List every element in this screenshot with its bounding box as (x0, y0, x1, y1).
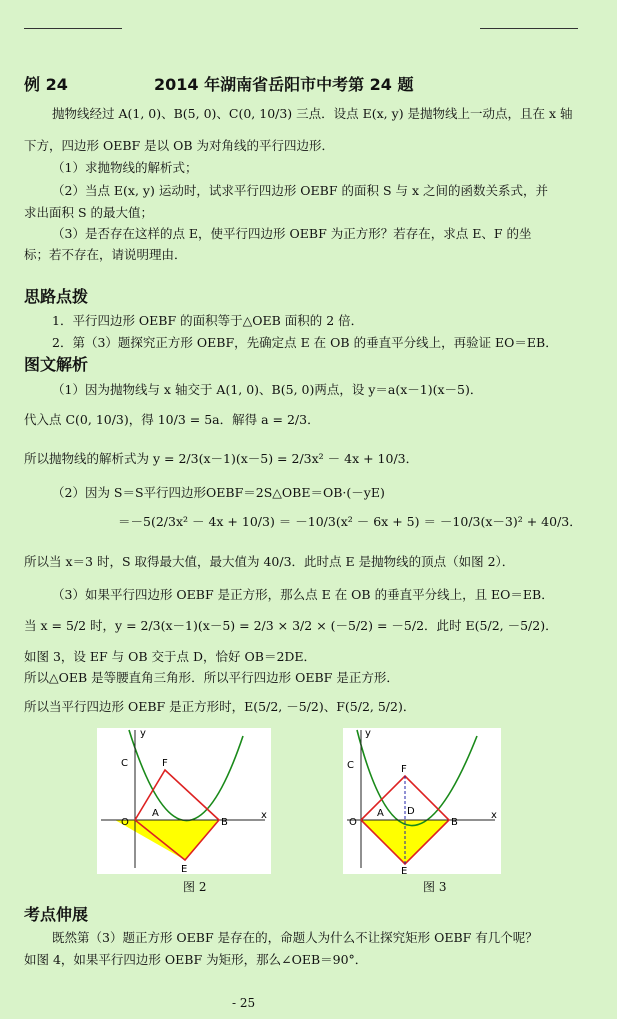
hint-1: 1．平行四边形 OEBF 的面积等于△OEB 面积的 2 倍． (52, 313, 364, 328)
figure-3-caption: 图 3 (423, 880, 447, 894)
problem-line-2: 下方，四边形 OEBF 是以 OB 为对角线的平行四边形． (24, 138, 335, 153)
question-2b: 求出面积 S 的最大值； (24, 205, 154, 220)
figure-3-graph (343, 728, 501, 874)
figure-2 (97, 728, 271, 874)
fig2-o-label: O (121, 817, 129, 828)
example-number: 例 24 (24, 75, 68, 94)
fig2-f-label: F (162, 758, 168, 769)
figure-2-caption: 图 2 (183, 880, 207, 894)
solution-line-9: 如图 3，设 EF 与 OB 交于点 D，恰好 OB＝2DE． (24, 649, 317, 664)
example-header (24, 72, 414, 95)
hint-heading: 思路点拨 (24, 287, 89, 306)
solution-line-3: 所以抛物线的解析式为 y = 2/3(x－1)(x－5) = 2/3x² － 4x + 10/3． (24, 451, 419, 466)
question-1: （1）求抛物线的解析式； (52, 160, 198, 175)
top-rule-left (24, 28, 122, 29)
question-3a: （3）是否存在这样的点 E，使平行四边形 OEBF 为正方形？若存在，求点 E、F 的坐 (52, 226, 532, 241)
figure-2-graph (97, 728, 271, 874)
question-3b: 标；若不存在，请说明理由． (24, 247, 187, 262)
question-2a: （2）当点 E(x, y) 运动时，试求平行四边形 OEBF 的面积 S 与 x 之间的函数关系式，并 (52, 183, 549, 198)
solution-line-11: 所以当平行四边形 OEBF 是正方形时，E(5/2, －5/2)、F(5/2, 5/2)． (24, 699, 416, 714)
fig3-a-label: A (377, 808, 384, 819)
figure-3 (343, 728, 501, 874)
problem-title: 2014 年湖南省岳阳市中考第 24 题 (154, 75, 414, 94)
solution-line-1: （1）因为抛物线与 x 轴交于 A(1, 0)、B(5, 0)两点，设 y＝a(x－1)(x－5)． (52, 382, 483, 397)
fig3-x-label: x (491, 810, 497, 821)
fig3-o-label: O (349, 817, 357, 828)
top-rule-right (480, 28, 578, 29)
solution-line-7: （3）如果平行四边形 OEBF 是正方形，那么点 E 在 OB 的垂直平分线上，且 EO＝EB． (52, 587, 554, 602)
fig3-e-label: E (401, 866, 408, 874)
hint-2: 2．第（3）题探究正方形 OEBF，先确定点 E 在 OB 的垂直平分线上，再验证 EO＝EB． (52, 335, 558, 350)
problem-line-1: 抛物线经过 A(1, 0)、B(5, 0)、C(0, 10/3) 三点．设点 E(x, y) 是抛物线上一动点，且在 x 轴 (52, 106, 573, 121)
solution-line-4: （2）因为 S＝S平行四边形OEBF＝2S△OBE＝OB·(－yE) (52, 485, 385, 500)
fig3-c-label: C (347, 760, 354, 771)
fig3-y-label: y (365, 728, 371, 739)
solution-line-5: ＝－5(2/3x² － 4x + 10/3) ＝ －10/3(x² － 6x + 5) ＝ －10/3(x－3)² + 40/3． (118, 514, 582, 529)
extension-line-2: 如图 4，如果平行四边形 OEBF 为矩形，那么∠OEB＝90°． (24, 952, 368, 967)
fig2-a-label: A (152, 808, 159, 819)
page-number: - 25 (232, 996, 256, 1010)
solution-line-6: 所以当 x＝3 时，S 取得最大值，最大值为 40/3．此时点 E 是抛物线的顶点（如图 2）． (24, 554, 515, 569)
fig2-y-label: y (140, 728, 146, 739)
fig2-c-label: C (121, 758, 128, 769)
extension-line-1: 既然第（3）题正方形 OEBF 是存在的，命题人为什么不让探究矩形 OEBF 有几个呢？ (52, 930, 538, 945)
fig3-f-label: F (401, 764, 407, 775)
fig2-x-label: x (261, 810, 267, 821)
solution-line-10: 所以△OEB 是等腰直角三角形．所以平行四边形 OEBF 是正方形． (24, 670, 399, 685)
fig3-b-label: B (451, 817, 458, 828)
fig3-d-label: D (407, 806, 415, 817)
fig2-b-label: B (221, 817, 228, 828)
fig2-e-label: E (181, 864, 188, 874)
solution-heading: 图文解析 (24, 355, 89, 374)
solution-line-2: 代入点 C(0, 10/3)，得 10/3 = 5a．解得 a = 2/3． (24, 412, 320, 427)
solution-line-8: 当 x = 5/2 时，y = 2/3(x－1)(x－5) = 2/3 × 3/2 × (－5/2) = －5/2．此时 E(5/2, －5/2)． (24, 618, 558, 633)
extension-heading: 考点伸展 (24, 905, 89, 924)
